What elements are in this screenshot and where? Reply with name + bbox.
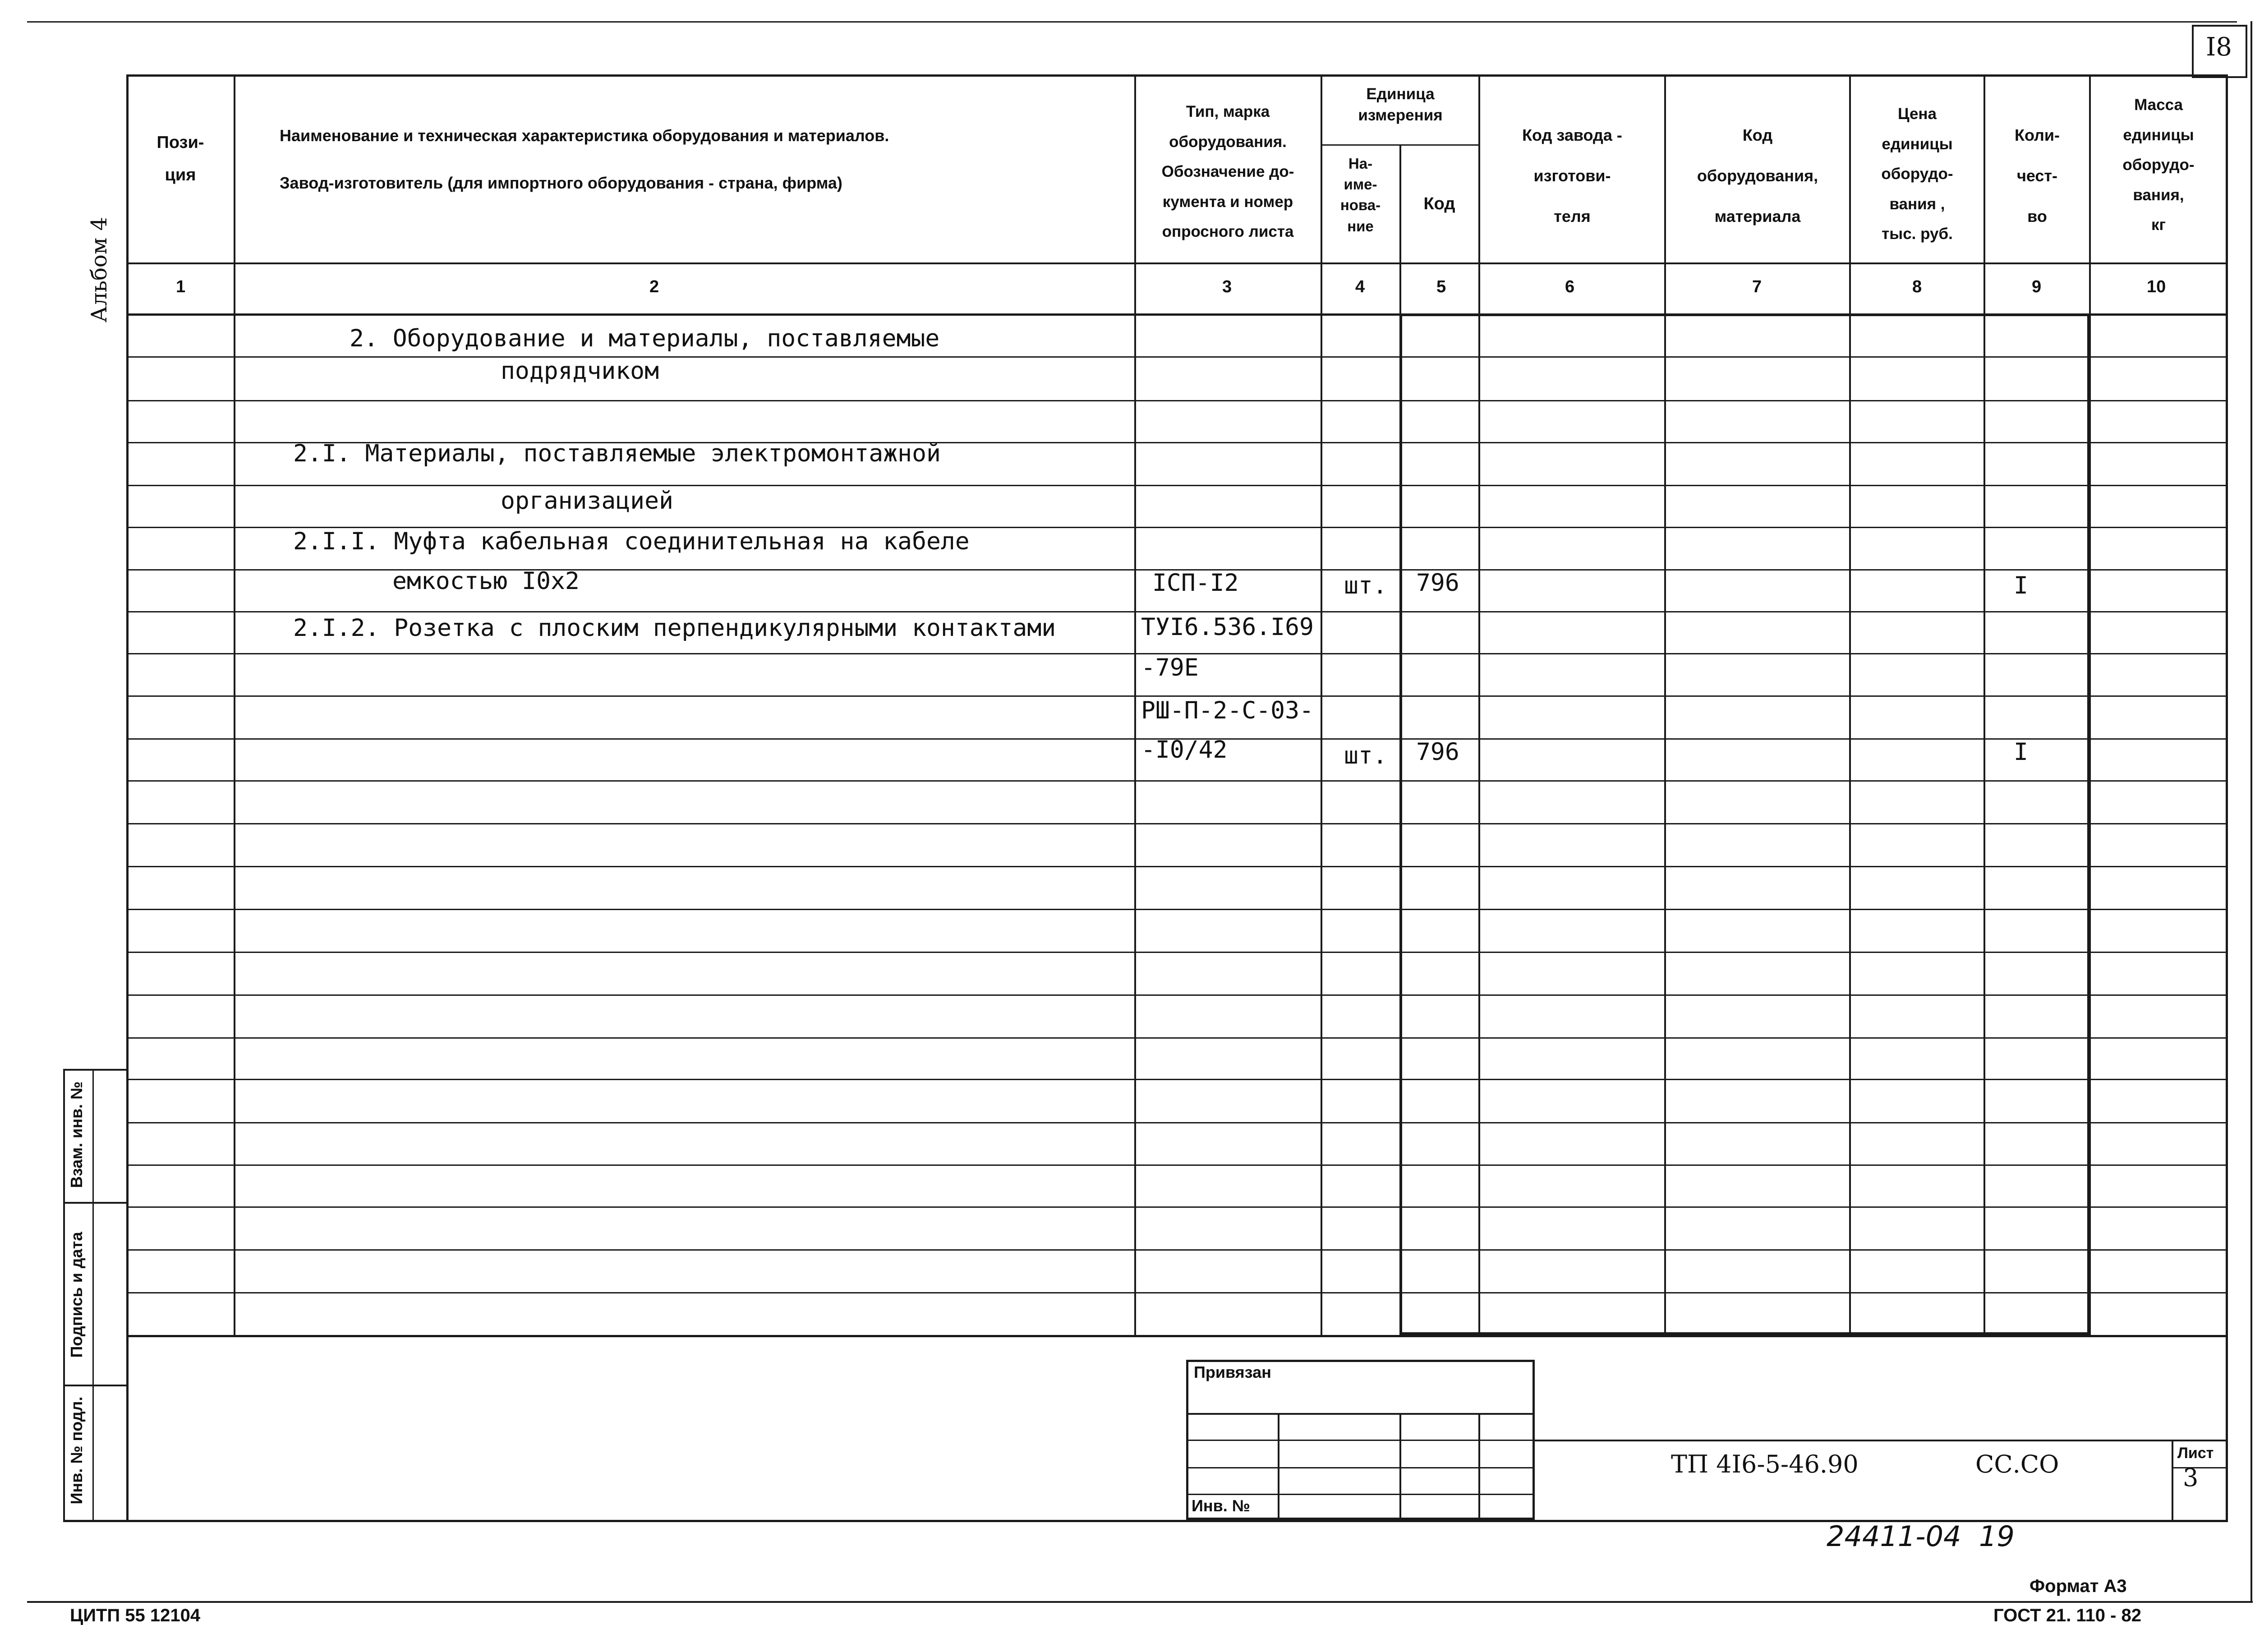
header-equipment-code: Код оборудования, материала: [1697, 126, 1818, 225]
subsection-21-line2: организацией: [501, 487, 673, 515]
row-line: [126, 909, 2226, 910]
top-border: [27, 21, 2237, 23]
header-quantity: Коли- чест- во: [2014, 126, 2060, 225]
row-line: [126, 356, 2226, 358]
header-name-line1: Наименование и техническая характеристика оборудования и материалов.: [280, 126, 889, 145]
row-line: [126, 485, 2226, 486]
frame-top: [126, 74, 2228, 77]
row-line: [126, 1249, 2226, 1251]
binding-label: Привязан: [1194, 1363, 1271, 1381]
document-code: ТП 4I6-5-46.90: [1671, 1450, 1859, 1478]
doccode-top: [1533, 1440, 2228, 1441]
col-number-10: 10: [2147, 277, 2166, 296]
item-211-name-line1: 2.I.I. Муфта кабельная соединительная на кабеле: [293, 528, 970, 555]
header-name-line2: Завод-изготовитель (для импортного оборудования - страна, фирма): [280, 174, 842, 192]
col-line-3: [1321, 74, 1322, 1337]
binding-hline-2: [1186, 1440, 1535, 1441]
unit-subheader-line: [1321, 144, 1480, 146]
sheet-cell-left: [2172, 1440, 2173, 1522]
sheet-label: Лист: [2177, 1445, 2214, 1462]
header-unit: Единица измерения: [1358, 85, 1443, 124]
stamp-replace-inv: Взам. инв. №: [67, 1081, 86, 1188]
header-position: Пози- ция: [156, 133, 204, 185]
stamp-mid-vert: [92, 1069, 94, 1522]
col-line-2: [1134, 74, 1136, 1337]
row-line: [126, 952, 2226, 953]
row-line: [126, 1206, 2226, 1208]
sheet-cell-mid: [2172, 1467, 2228, 1468]
inventory-number-label: Инв. №: [1192, 1496, 1250, 1515]
col-line-1: [234, 74, 235, 1337]
outer-bottom-line: [27, 1601, 2253, 1603]
item-212-qty: I: [2014, 738, 2028, 766]
row-line: [126, 1122, 2226, 1123]
section-2-title-line2: подрядчиком: [501, 357, 659, 385]
col-number-1: 1: [176, 277, 186, 296]
row-line: [126, 400, 2226, 401]
binding-vline-3: [1478, 1413, 1480, 1520]
col-number-9: 9: [2032, 277, 2042, 296]
row-line: [126, 611, 2226, 612]
col-number-3: 3: [1222, 277, 1232, 296]
document-suffix: СС.СО: [1975, 1450, 2059, 1478]
col-number-4: 4: [1355, 277, 1365, 296]
row-line: [126, 1037, 2226, 1039]
item-212-type-1: ТУI6.536.I69: [1141, 613, 1314, 641]
stamp-signature-date: Подпись и дата: [67, 1232, 86, 1358]
binding-hline-3: [1186, 1467, 1535, 1468]
col-number-7: 7: [1752, 277, 1762, 296]
item-211-type: IСП-I2: [1152, 569, 1239, 597]
footer-format: Формат А3: [2030, 1576, 2127, 1596]
header-mass: Масса единицы оборудо- вания, кг: [2122, 96, 2195, 234]
row-line: [126, 823, 2226, 824]
item-211-qty: I: [2014, 572, 2028, 599]
table-bottom: [126, 1335, 2228, 1337]
col-number-8: 8: [1912, 277, 1922, 296]
sheet-number: I8: [2206, 32, 2232, 62]
header-price: Цена единицы оборудо- вания , тыс. руб.: [1881, 105, 1953, 243]
item-211-name-line2: емкостью I0х2: [392, 567, 580, 595]
item-212-code: 796: [1416, 738, 1459, 766]
frame-right: [2226, 74, 2228, 1522]
row-line: [126, 1164, 2226, 1166]
item-211-unit: шт.: [1344, 572, 1387, 599]
outer-right-line: [2250, 21, 2252, 1603]
item-212-type-4: -I0/42: [1141, 736, 1228, 764]
item-212-unit: шт.: [1344, 742, 1387, 769]
binding-vline-2: [1399, 1413, 1401, 1520]
subsection-21-line1: 2.I. Материалы, поставляемые электромонтажной: [293, 440, 941, 467]
binding-hline-4: [1186, 1494, 1535, 1495]
col-number-2: 2: [649, 277, 659, 296]
header-unit-name: На- име- нова- ние: [1340, 155, 1381, 235]
header-bottom: [126, 262, 2228, 264]
row-line: [126, 1079, 2226, 1080]
row-line: [126, 994, 2226, 996]
header-unit-code: Код: [1423, 194, 1455, 213]
item-211-code: 796: [1416, 569, 1459, 597]
row-line: [126, 780, 2226, 782]
item-212-type-3: РШ-П-2-С-03-: [1141, 697, 1314, 724]
col-number-6: 6: [1565, 277, 1575, 296]
header-type: Тип, марка оборудования. Обозначение до- кумента и номер опросного листа: [1161, 103, 1294, 240]
stamp-original-inv: Инв. № подл.: [67, 1396, 86, 1505]
row-line: [126, 866, 2226, 867]
binding-vline-1: [1278, 1413, 1279, 1520]
frame-left: [126, 74, 129, 1522]
item-212-type-2: -79Е: [1141, 654, 1199, 681]
album-label: Альбом 4: [87, 217, 112, 322]
header-manufacturer-code: Код завода - изготови- теля: [1522, 126, 1622, 225]
row-line: [126, 1292, 2226, 1293]
sheet-value: 3: [2183, 1463, 2199, 1492]
col-number-5: 5: [1436, 277, 1446, 296]
stamp-left-border: [63, 1069, 65, 1522]
section-2-title-line1: 2. Оборудование и материалы, поставляемые: [350, 325, 940, 352]
item-212-name: 2.I.2. Розетка с плоским перпендикулярными контактами: [293, 614, 1056, 642]
footer-left-code: ЦИТП 55 12104: [70, 1606, 201, 1625]
handwritten-number: 24411-04 19: [1827, 1520, 2015, 1553]
binding-hline-1: [1186, 1413, 1535, 1415]
footer-gost: ГОСТ 21. 110 - 82: [1993, 1606, 2141, 1625]
